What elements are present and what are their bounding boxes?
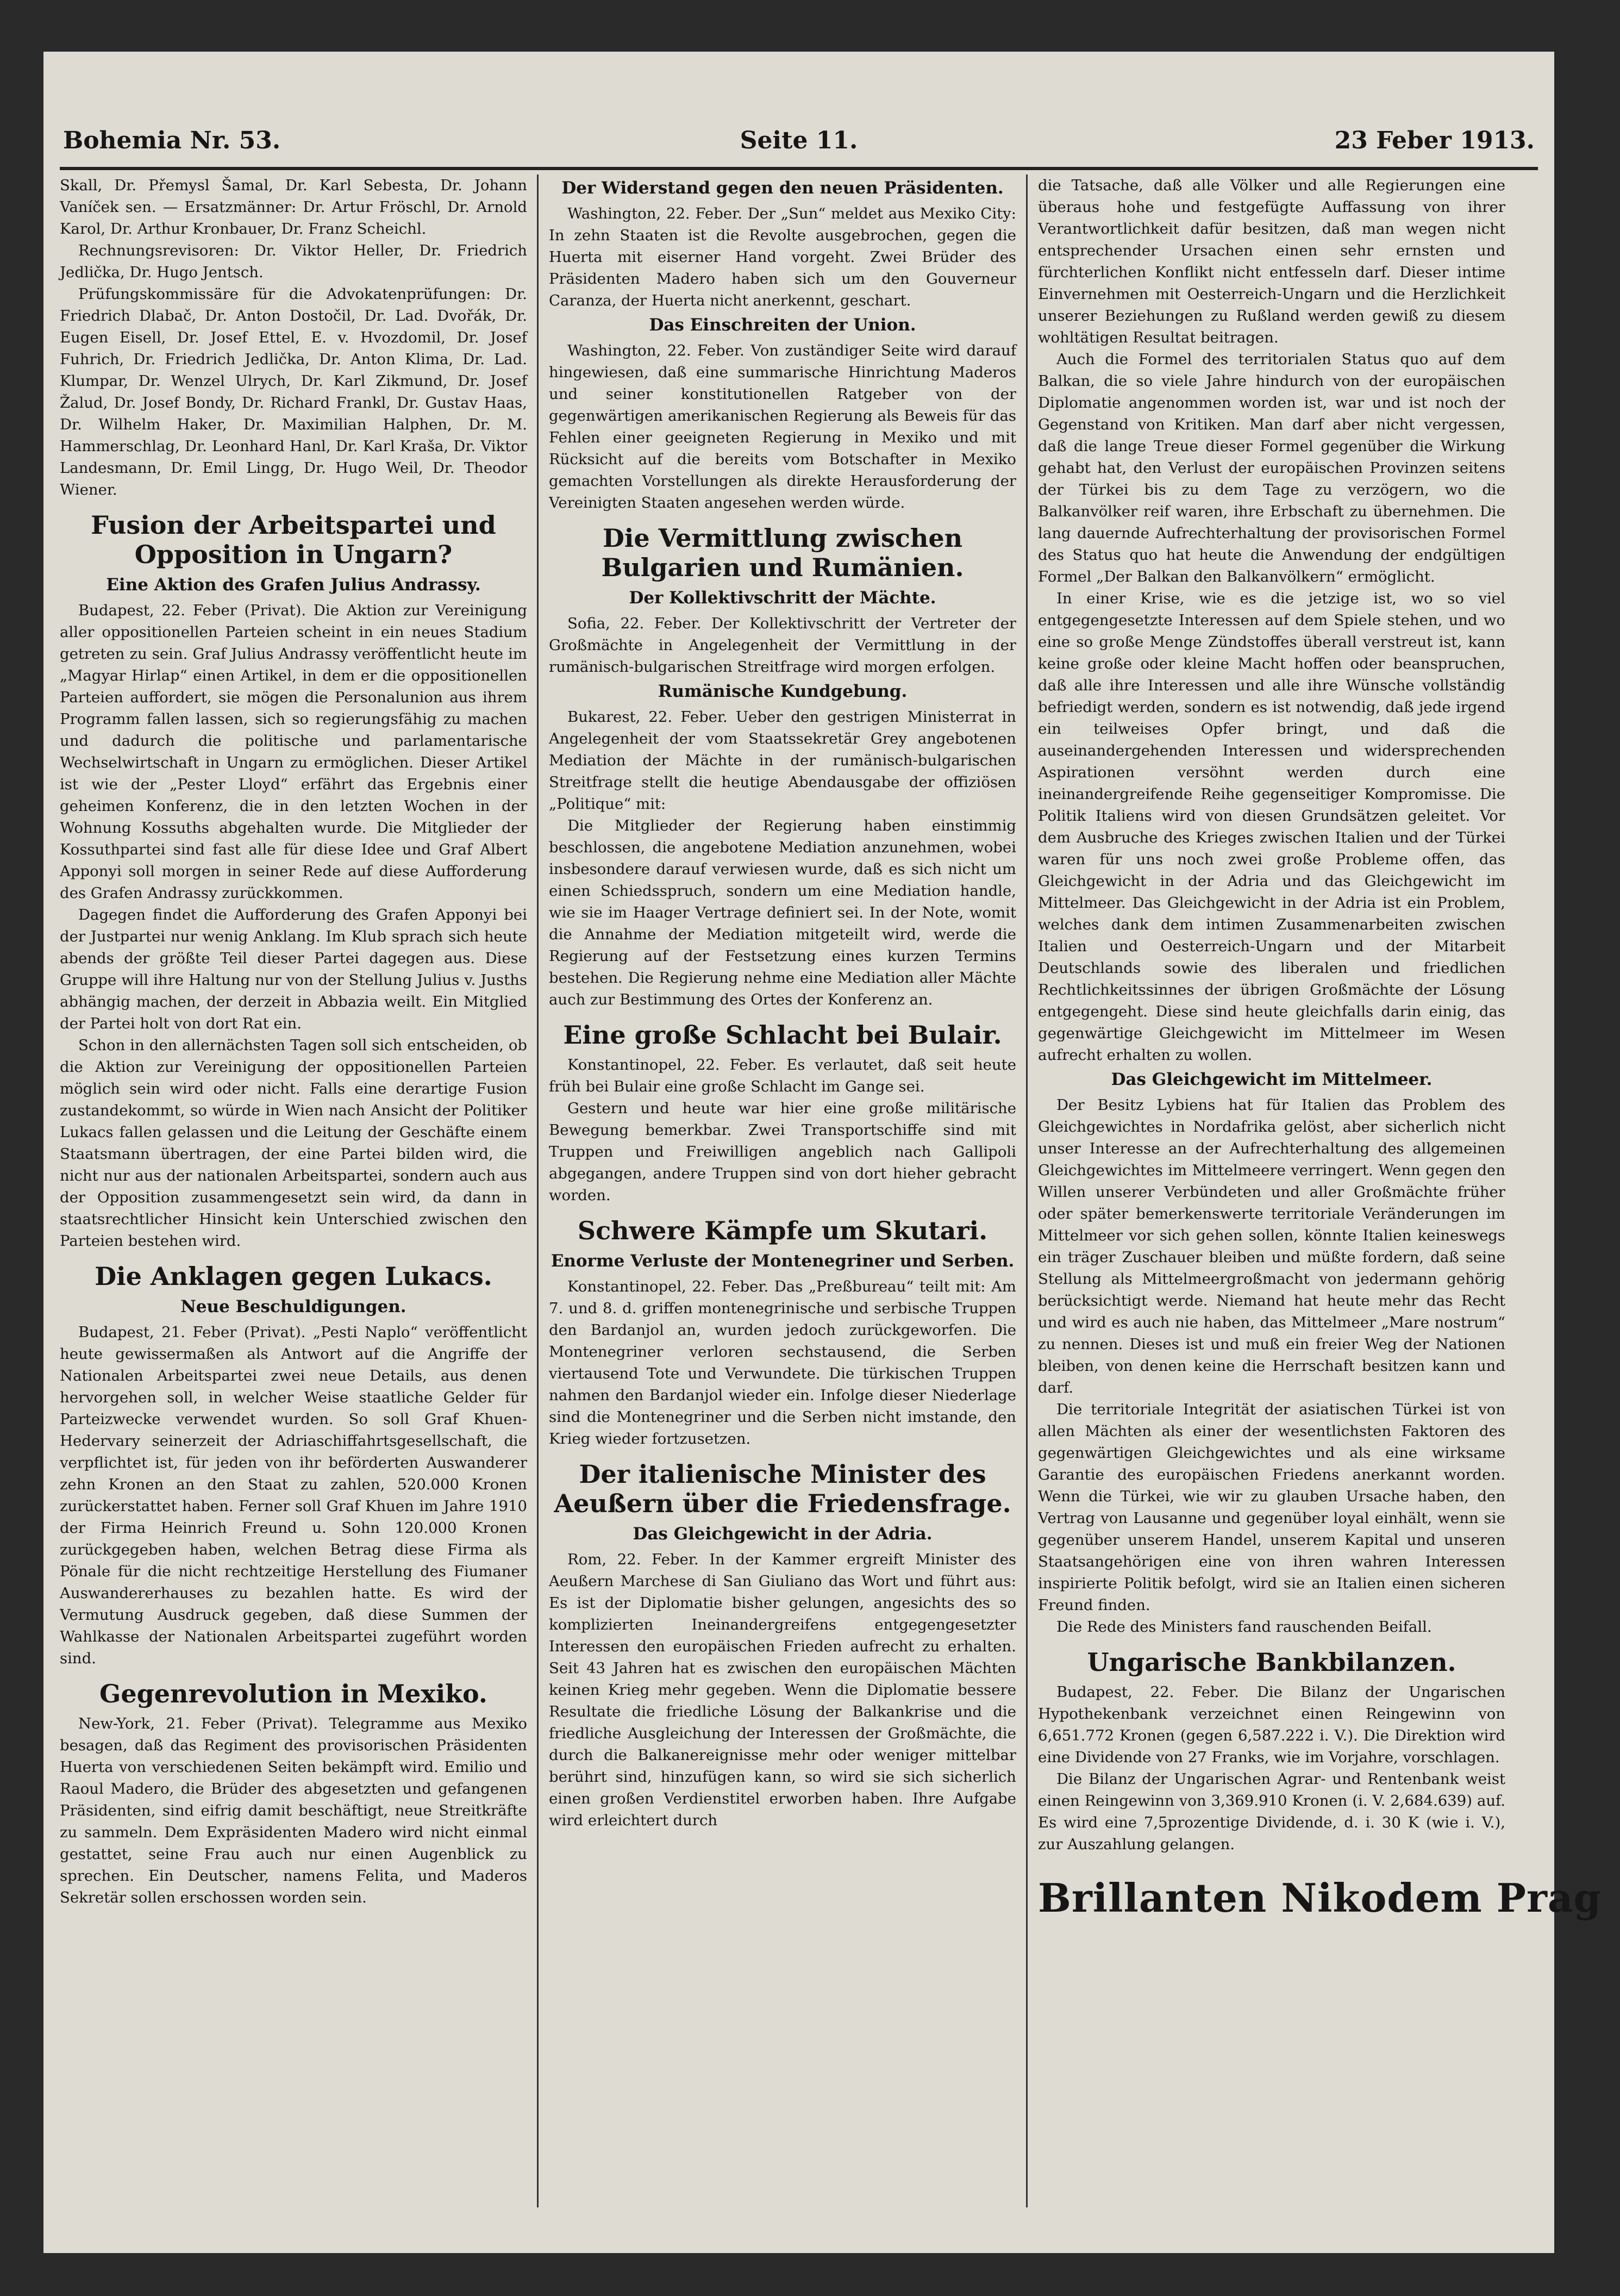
paragraph: Washington, 22. Feber. Von zuständiger Seite wird darauf hingewiesen, daß eine summarische Hinrichtung Maderos und seiner konstitutionellen Ratgeber von der gegenwärtigen amerikanischen Regierung als Beweis für das Fehlen einer geeigneten Regierung in Mexiko und mit Rücksicht auf die bereits vom Botschafter in Mexiko gemachten Vorstellungen als direkte Herausforderung der Vereinigten Staaten angesehen werden würde. xyxy=(549,342,1016,511)
paragraph: Dagegen findet die Aufforderung des Grafen Apponyi bei der Justpartei nur wenig Anklang. Im Klub sprach sich heute abends der größte Teil dieser Partei dagegen aus. Diese Gruppe will ihre Haltung nur von der Stellung Julius v. Jusths abhängig machen, der derzeit in Abbazia weilt. Ein Mitglied der Partei holt von dort Rat ein. xyxy=(60,906,527,1032)
column-1 xyxy=(60,174,527,2207)
column-2 xyxy=(549,174,1016,2207)
article-headline: Schwere Kämpfe um Skutari. xyxy=(577,1216,988,1245)
advertisement: Brillanten Nikodem Prag xyxy=(1038,1875,1602,1921)
paragraph: Budapest, 22. Feber. Die Bilanz der Ungarischen Hypothekenbank verzeichnet einen Reingewinn von 6,651.772 Kronen (gegen 6,587.222 i. V.). Die Direktion wird eine Dividende von 27 Franks, wie im Vorjahre, vorschlagen. xyxy=(1038,1683,1505,1766)
column-divider xyxy=(1026,174,1028,2207)
paragraph: Sofia, 22. Feber. Der Kollektivschritt der Vertreter der Großmächte in Angelegenheit der Vermittlung in der rumänisch-bulgarischen Streitfrage wird morgen erfolgen. xyxy=(549,615,1016,676)
paragraph: In einer Krise, wie es die jetzige ist, wo so viel entgegengesetzte Interessen auf dem Spiele stehen, und wo eine so große Menge Zündstoffes überall verstreut ist, kann keine große oder kleine Macht hoffen oder beanspruchen, daß alle ihre Interessen und alle ihre Wünsche vollständig befriedigt werden, sondern es ist notwendig, daß jede irgend ein teilweises Opfer bringt, und daß die auseinandergehenden Interessen und widersprechenden Aspirationen versöhnt werden durch eine ineinandergreifende Reihe gegenseitiger Kompromisse. Die Politik Italiens wird von diesen Grundsätzen geleitet. Vor dem Ausbruche des Krieges zwischen Italien und der Türkei waren für uns noch zwei große Probleme offen, das Gleichgewicht in der Adria und das Gleichgewicht im Mittelmeer. Das Gleichgewicht in der Adria ist ein Problem, welches dank dem intimen Zusammenarbeiten zwischen Italien und Oesterreich-Ungarn und der Mitarbeit Deutschlands sowie des liberalen und friedlichen Rechtlichkeitssinnes der übrigen Großmächte der Lösung entgegengeht. Diese sind heute gleichfalls darin einig, das gegenwärtige Gleichgewicht im Mittelmeer im Wesen aufrecht erhalten zu wollen. xyxy=(1038,590,1505,1064)
paragraph: Washington, 22. Feber. Der „Sun“ meldet aus Mexiko City: In zehn Staaten ist die Revolte ausgebrochen, gegen die Huerta mit eiserner Hand vorgeht. Zwei Brüder des Präsidenten Madero haben sich um den Gouverneur Caranza, der Huerta nicht anerkennt, geschart. xyxy=(549,205,1016,309)
article-subheadline: Neue Beschuldigungen. xyxy=(180,1297,406,1317)
article-headline: Eine große Schlacht bei Bulair. xyxy=(563,1020,1002,1050)
article-subheadline: Der Kollektivschritt der Mächte. xyxy=(629,588,936,608)
article-headline: Gegenrevolution in Mexiko. xyxy=(99,1679,487,1708)
paragraph: Prüfungskommissäre für die Advokatenprüfungen: Dr. Friedrich Dlabač, Dr. Anton Dostočil, Dr. Lad. Dvořák, Dr. Eugen Eisell, Dr. Josef Ettel, E. v. Hvozdomil, Dr. Josef Fuhrich, Dr. Friedrich Jedlička, Dr. Anton Klima, Dr. Lad. Klumpar, Dr. Wenzel Ulrych, Dr. Karl Zikmund, Dr. Josef Žalud, Dr. Josef Bondy, Dr. Richard Frankl, Dr. Gustav Haas, Dr. Wilhelm Haker, Dr. Maximilian Halphen, Dr. M. Hammerschlag, Dr. Leonhard Hanl, Dr. Karl Kraša, Dr. Viktor Landesmann, Dr. Emil Lingg, Dr. Hugo Weil, Dr. Theodor Wiener. xyxy=(60,285,527,498)
paragraph: Skall, Dr. Přemysl Šamal, Dr. Karl Sebesta, Dr. Johann Vaníček sen. — Ersatzmänner: Dr. Artur Fröschl, Dr. Arnold Karol, Dr. Arthur Kronbauer, Dr. Franz Scheichl. xyxy=(60,177,527,238)
article-headline: Fusion der Arbeitspartei und Opposition in Ungarn? xyxy=(91,510,496,569)
paragraph: Rechnungsrevisoren: Dr. Viktor Heller, Dr. Friedrich Jedlička, Dr. Hugo Jentsch. xyxy=(60,242,527,281)
article-headline: Die Anklagen gegen Lukacs. xyxy=(95,1262,492,1291)
article-headline: Ungarische Bankbilanzen. xyxy=(1087,1648,1456,1677)
masthead-title: Bohemia Nr. 53. xyxy=(63,127,281,154)
article-subheadline: Der Widerstand gegen den neuen Präsidenten. xyxy=(561,178,1004,198)
paragraph: Die Rede des Ministers fand rauschenden Beifall. xyxy=(1056,1618,1432,1636)
paragraph: Gestern und heute war hier eine große militärische Bewegung bemerkbar. Zwei Transportschiffe sind mit Truppen und Freiwilligen angeblich nach Gallipoli abgegangen, andere Truppen sind von dort hieher gebracht worden. xyxy=(549,1100,1016,1204)
masthead xyxy=(63,127,1535,165)
page-number: Seite 11. xyxy=(740,127,858,154)
article-headline: Die Vermittlung zwischen Bulgarien und Rumänien. xyxy=(601,523,964,582)
paragraph: Die Mitglieder der Regierung haben einstimmig beschlossen, die angebotene Mediation anzunehmen, wobei insbesondere darauf verwiesen wurde, daß es sich nicht um einen Schiedsspruch, sondern um eine Mediation handle, wie sie im Haager Vertrage definiert sei. In der Note, womit die Annahme der Mediation mitgeteilt wird, werde die Regierung auf der Festsetzung eines kurzen Termins bestehen. Die Regierung nehme eine Mediation aller Mächte auch zur Bestimmung des Ortes der Konferenz an. xyxy=(549,817,1016,1008)
paragraph: Die Bilanz der Ungarischen Agrar- und Rentenbank weist einen Reingewinn von 3,369.910 Kronen (i. V. 2,684.639) auf. Es wird eine 7,5prozentige Dividende, d. i. 30 K (wie i. V.), zur Auszahlung gelangen. xyxy=(1038,1770,1505,1853)
column-divider xyxy=(537,174,539,2207)
paragraph: Schon in den allernächsten Tagen soll sich entscheiden, ob die Aktion zur Vereinigung der oppositionellen Parteien möglich sein wird oder nicht. Falls eine derartige Fusion zustandekommt, so würde in Wien nach Ansicht der Politiker Lukacs fallen gelassen und die Leitung der Geschäfte einem Staatsmann übertragen, der eine Partei bilden wird, die nicht nur aus der nationalen Arbeitspartei, sondern auch aus der Opposition zusammengesetzt sein wird, da dann in staatsrechtlicher Hinsicht kein Unterschied zwischen den Parteien bestehen wird. xyxy=(60,1037,527,1250)
paragraph: Bukarest, 22. Feber. Ueber den gestrigen Ministerrat in Angelegenheit der vom Staatssekretär Grey angebotenen Mediation der Mächte in der rumänisch-bulgarischen Streitfrage stellt die heutige Abendausgabe der offiziösen „Politique“ mit: xyxy=(549,708,1016,813)
article-subheadline: Enorme Verluste der Montenegriner und Serben. xyxy=(551,1251,1015,1271)
article-subheadline: Das Einschreiten der Union. xyxy=(649,315,916,335)
article-headline: Der italienische Minister des Aeußern über die Friedensfrage. xyxy=(554,1459,1011,1518)
paragraph: Rom, 22. Feber. In der Kammer ergreift Minister des Aeußern Marchese di San Giuliano das Wort und führt aus: Es ist der Diplomatie bisher gelungen, angesichts des so komplizierten Ineinandergreifens entgegengesetzter Interessen den europäischen Frieden aufrecht zu erhalten. Seit 43 Jahren hat es zwischen den europäischen Mächten keinen Krieg mehr gegeben. Wenn die Diplomatie bessere Resultate die friedliche Lösung der Balkankrise und die friedliche Ausgleichung der Interessen der Großmächte, die durch die Balkanereignisse mehr oder weniger mittelbar berührt sind, hinzufügen kann, so wird sie sich sicherlich einen großen Verdienstitel erworben haben. Ihre Aufgabe wird erleichtert durch xyxy=(549,1551,1016,1829)
paragraph: die Tatsache, daß alle Völker und alle Regierungen eine überaus hohe und festgefügte Auffassung von ihrer Verantwortlichkeit dafür besitzen, daß man wegen nicht entsprechender Ursachen einen sehr ernsten und fürchterlichen Konflikt nicht entfesseln darf. Dieser intime Einvernehmen mit Oesterreich-Ungarn und die Herzlichkeit unserer Beziehungen zu Rußland werden gewiß zu diesem wohltätigen Resultat beitragen. xyxy=(1038,177,1505,346)
paragraph: Der Besitz Lybiens hat für Italien das Problem des Gleichgewichtes in Nordafrika gelöst, aber sicherlich nicht unser Interesse an der Aufrechterhaltung des allgemeinen Gleichgewichtes im Mittelmeere verringert. Wenn gegen den Willen unserer Verbündeten und aller Großmächte früher oder später bemerkenswerte territoriale Veränderungen im Mittelmeer vor sich gehen sollen, könnte Italien keineswegs ein träger Zuschauer bleiben und müßte fordern, daß seine Stellung als Mittelmeergroßmacht von jedermann gehörig berücksichtigt werde. Niemand hat heute mehr das Recht und wird es auch nie haben, das Mittelmeer „Mare nostrum“ zu nennen. Dieses ist und muß ein freier Weg der Nationen bleiben, von denen keine die Herrschaft besitzen kann und darf. xyxy=(1038,1096,1505,1396)
article-subheadline: Das Gleichgewicht in der Adria. xyxy=(633,1524,933,1544)
paragraph: New-York, 21. Feber (Privat). Telegramme aus Mexiko besagen, daß das Regiment des provisorischen Präsidenten Huerta von verschiedenen Seiten bekämpft wird. Emilio und Raoul Madero, die Brüder des abgesetzten und gefangenen Präsidenten, sind eifrig damit beschäftigt, neue Streitkräfte zu sammeln. Dem Expräsidenten Madero wird nicht einmal gestattet, seine Frau auch nur einen Augenblick zu sprechen. Ein Deutscher, namens Felita, und Maderos Sekretär sollen erschossen worden sein. xyxy=(60,1715,527,1906)
paragraph: Auch die Formel des territorialen Status quo auf dem Balkan, die so viele Jahre hindurch von der europäischen Diplomatie angenommen worden ist, war und ist noch der Gegenstand von Kritiken. Man darf aber nicht vergessen, daß die lange Treue dieser Formel gegenüber die Wirkung gehabt hat, den Verlust der europäischen Provinzen seitens der Türkei bis zu dem Tage zu verzögern, wo die Balkanvölker reif waren, ihre Erbschaft zu übernehmen. Die lang dauernde Aufrechterhaltung der provisorischen Formel des Status quo hat heute die Anwendung der endgültigen Formel „Der Balkan den Balkanvölkern“ ermöglicht. xyxy=(1038,351,1505,585)
masthead-rule xyxy=(60,167,1538,170)
paragraph: Konstantinopel, 22. Feber. Das „Preßbureau“ teilt mit: Am 7. und 8. d. griffen montenegrinische und serbische Truppen den Bardanjol an, wurden jedoch zurückgeworfen. Die Montenegriner verloren sechstausend, die Serben viertausend Tote und Verwundete. Die türkischen Truppen nahmen den Bardanjol wieder ein. Infolge dieser Niederlage sind die Montenegriner und die Serben nicht imstande, den Krieg wieder fortzusetzen. xyxy=(549,1278,1016,1448)
column-3 xyxy=(1038,174,1602,2207)
paragraph: Budapest, 21. Feber (Privat). „Pesti Naplo“ veröffentlicht heute gewissermaßen als Antwort auf die Angriffe der Nationalen Arbeitspartei zwei neue Details, aus denen hervorgehen soll, in welcher Weise staatliche Gelder für Parteizwecke verwendet wurden. So soll Graf Khuen-Hedervary seinerzeit der Adriaschiffahrtsgesellschaft, die verpflichtet ist, für jeden von ihr beförderten Auswanderer zehn Kronen an den Staat zu zahlen, 520.000 Kronen zurückerstattet haben. Ferner soll Graf Khuen im Jahre 1910 der Firma Heinrich Freund u. Sohn 120.000 Kronen zurückgegeben haben, welchen Betrag diese Firma als Pönale für die nicht rechtzeitige Herstellung des Fiumaner Auswandererhauses zu bezahlen hatte. Es wird der Vermutung Ausdruck gegeben, daß diese Summen der Wahlkasse der Nationalen Arbeitspartei zugeführt worden sind. xyxy=(60,1324,527,1667)
paragraph: Konstantinopel, 22. Feber. Es verlautet, daß seit heute früh bei Bulair eine große Schlacht im Gange sei. xyxy=(549,1056,1016,1095)
issue-date: 23 Feber 1913. xyxy=(1334,127,1535,154)
article-subheadline: Das Gleichgewicht im Mittelmeer. xyxy=(1111,1070,1433,1089)
paragraph: Die territoriale Integrität der asiatischen Türkei ist von allen Mächten als einer der wesentlichsten Faktoren des gegenwärtigen Gleichgewichtes und als eine wirksame Garantie des europäischen Friedens anerkannt worden. Wenn die Türkei, wie wir zu glauben Ursache haben, den Vertrag von Lausanne und gegenüber loyal einhält, wenn sie gegenüber unserem Handel, unserem Kapital und unseren Staatsangehörigen eine von ihren wahren Interessen inspirierte Politik befolgt, wird sie an Italien einen sicheren Freund finden. xyxy=(1038,1401,1505,1614)
article-subheadline: Eine Aktion des Grafen Julius Andrassy. xyxy=(106,575,481,595)
article-subheadline: Rumänische Kundgebung. xyxy=(658,682,908,701)
newspaper-page xyxy=(43,52,1602,2253)
paragraph: Budapest, 22. Feber (Privat). Die Aktion zur Vereinigung aller oppositionellen Parteien scheint in ein neues Stadium getreten zu sein. Graf Julius Andrassy veröffentlicht heute im „Magyar Hirlap“ einen Artikel, in dem er die oppositionellen Parteien auffordert, sie mögen die Personalunion aus ihrem Programm fallen lassen, sich so regierungsfähig zu machen und dadurch die politische und parlamentarische Wechselwirtschaft in Ungarn zu ermöglichen. Dieser Artikel ist wie der „Pester Lloyd“ erfährt das Ergebnis einer geheimen Konferenz, die in den letzten Wochen in der Wohnung Kossuths abgehalten wurde. Die Mitglieder der Kossuthpartei sind fast alle für diese Idee und Graf Albert Apponyi soll morgen in seiner Rede auf diese Aufforderung des Grafen Andrassy zurückkommen. xyxy=(60,602,527,902)
